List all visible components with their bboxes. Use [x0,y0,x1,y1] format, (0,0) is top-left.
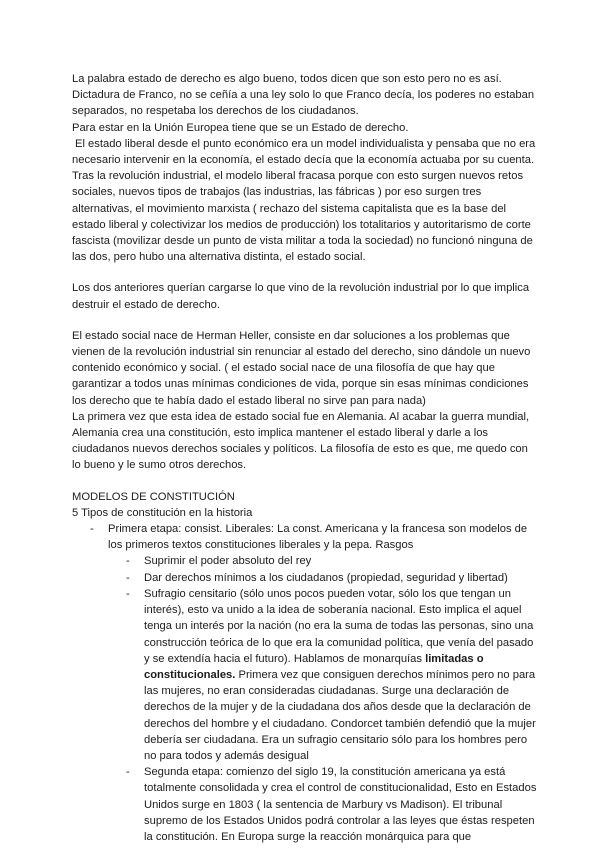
spacer [72,265,537,280]
sublist-item-derechos-minimos [72,570,537,586]
paragraph-estado-social: El estado social nace de Herman Heller, consiste en dar soluciones a los problemas que vienen de la revolución industrial sin renunciar al estado del derecho, sino dándole un nuevo contenido económico y social. ( el estado social nace de una filosofía de que hay que garantizar a todos unas mínimas condiciones de vida, porque sin esas mínimas condiciones los derecho que te había dado el estado liberal no sirve pan para nada) [72,329,531,407]
spacer [72,313,537,328]
section-heading: MODELOS DE CONSTITUCIÓN [72,490,235,503]
sublist-item-segunda-etapa [72,764,537,845]
list-marker: - [90,523,94,536]
section-subheading: 5 Tipos de constitución en la historia [72,506,253,519]
list-item-text: Dar derechos mínimos a los ciudadanos (propiedad, seguridad y libertad) [144,571,508,584]
list-item-text: Segunda etapa: comienzo del siglo 19, la constitución americana ya está totalmente consolidada y crea el control de constitucionalidad, Esto en Estados Unidos surge en 1803 ( la sentencia de Marbury vs Madison). El tribunal supremo de los Estados Unidos podrá controlar a las leyes que éstas respeten la constitución. En Europa surge la reacción monárquica para que [144,766,537,843]
paragraph-franco: La palabra estado de derecho es algo bueno, todos dicen que son esto pero no es así. Dictadura de Franco, no se ceñía a una ley solo lo que Franco decía, los poderes no estaban separados, no respetaba los derechos de los ciudadanos. [72,73,535,118]
list-marker: - [126,587,130,600]
paragraph-estado-liberal: El estado liberal desde el punto económico era un model individualista y pensaba que no era necesario intervenir en la economía, el estado decía que la economía actuaba por su cuenta. Tras la revolución industrial, el modelo liberal fracasa porque con esto surgen nuevos retos sociales, nuevos tipos de trabajos (las industrias, las fábricas ) por eso surgen tres alternativas, el movimiento marxista ( rechazo del sistema capitalista que es la base del estado liberal y colectivizar los medios de producción) los totalitarios y autoritarismo de corte fascista (movilizar desde un punto de vista militar a toda la sociedad) no funcionó ninguna de las dos, pero hubo una alternativa distinta, el estado social. [72,137,536,264]
list-marker: - [126,766,130,779]
paragraph-alemania: La primera vez que esta idea de estado social fue en Alemania. Al acabar la guerra mundial, Alemania crea una constitución, esto implica mantener el estado liberal y darle a los ciudadanos nuevos derechos sociales y políticos. La filosofía de esto es que, me quedo con lo bueno y le sumo otros derechos. [72,410,530,472]
list-marker: - [126,571,130,584]
list-item-text: Primera etapa: consist. Liberales: La const. Americana y la francesa son modelos de los primeros textos constituciones liberales y la pepa. Rasgos [108,523,528,552]
spacer [72,474,537,489]
list-marker: - [126,555,130,568]
bold-text: limitadas o constitucionales. [144,652,484,681]
sublist-item-poder-absoluto [72,553,537,569]
sublist-item-sufragio-censitario [72,586,537,764]
list-item-text: Sufragio censitario (sólo unos pocos pueden votar, sólo los que tengan un interés), esto va unido a la idea de soberanía nacional. Esto implica el aquel tenga un interés por la nación (no era la suma de todas las personas, sino una construcción teórica de lo que era la comunidad política, que venía del pasado y se extendía hacia el futuro). Hablamos de monarquías limitadas o constitucionales. Primera vez que consiguen derechos mínimos pero no para las mujeres, no eran consideradas ciudadanas. Surge una declaración de derechos de la mujer y de la ciudadana dos años desde que la declaración de derechos del hombre y el ciudadano. Condorcet también defendió que la mujer debería ser ciudadana. Era un sufragio censitario sólo para los hombres pero no para todos y además desigual [144,587,536,762]
document-body [72,71,537,845]
paragraph-dos-anteriores: Los dos anteriores querían cargarse lo que vino de la revolución industrial por lo que implica destruir el estado de derecho. [72,282,530,311]
list-item-text: Suprimir el poder absoluto del rey [144,555,312,568]
list-item-primera-etapa [72,521,537,553]
paragraph-union-europea: Para estar en la Unión Europea tiene que se un Estado de derecho. [72,121,409,134]
